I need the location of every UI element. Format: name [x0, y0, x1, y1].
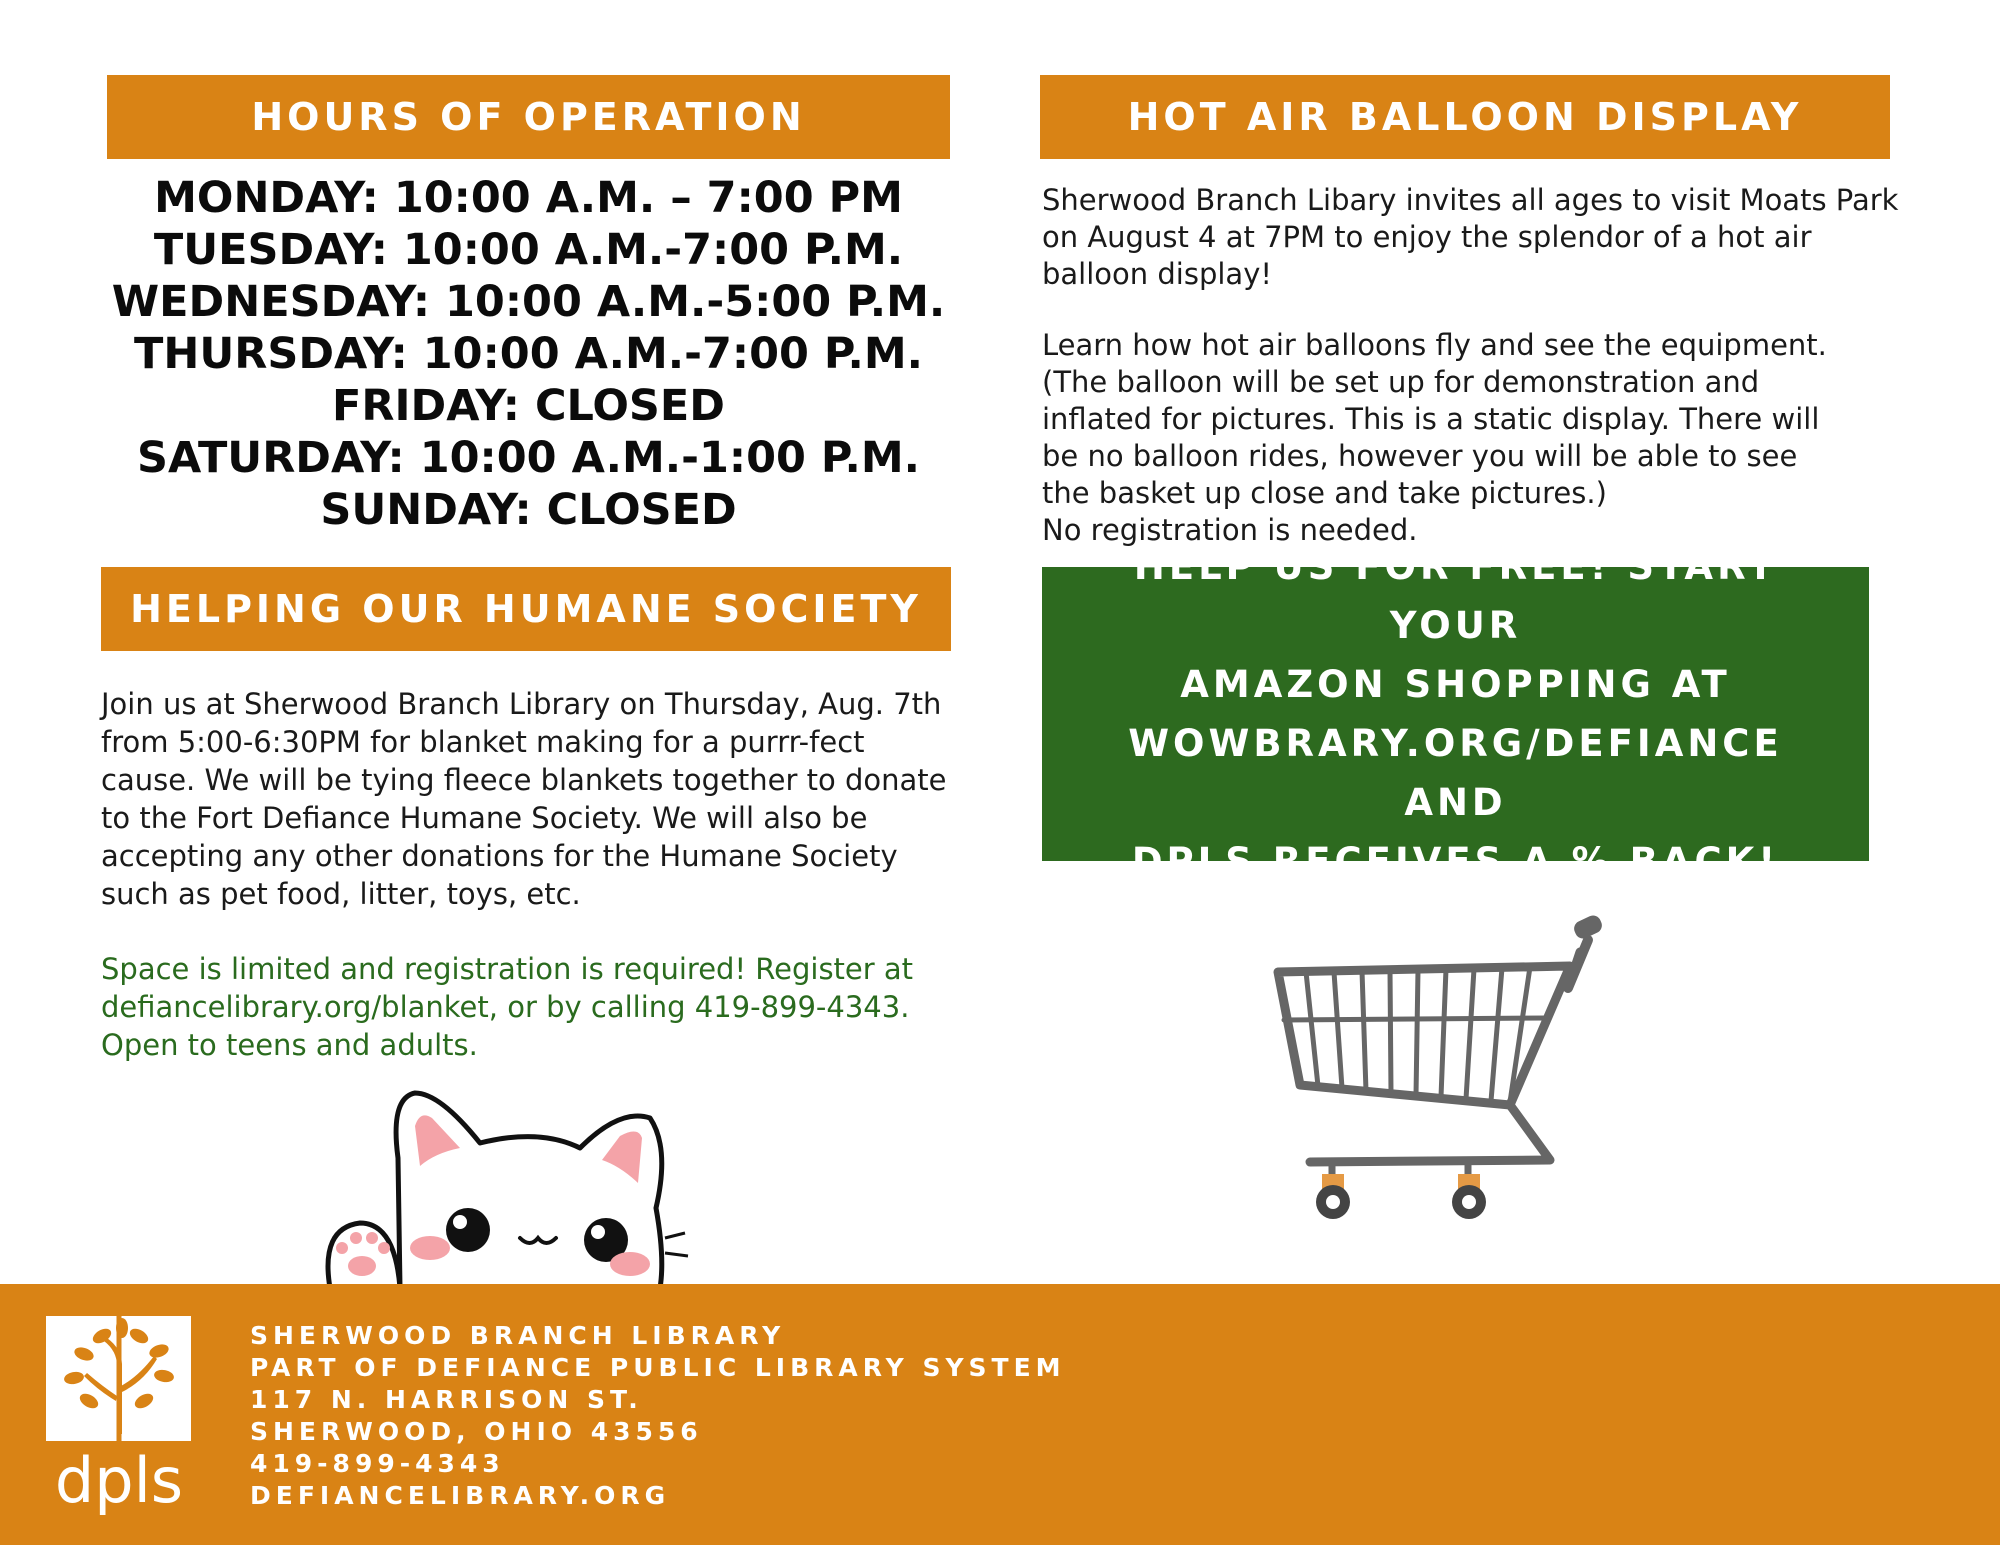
hours-monday: MONDAY: 10:00 A.M. – 7:00 PM	[154, 173, 903, 223]
balloon-details-line: No registration is needed.	[1042, 513, 1418, 547]
footer	[0, 1284, 2000, 1545]
waving-cat-illustration	[320, 1088, 720, 1288]
hours-banner	[107, 75, 950, 159]
promo-line: WOWBRARY.ORG/DEFIANCE AND	[1128, 722, 1783, 824]
dpls-tree-book-logo	[44, 1306, 194, 1516]
hours-friday: FRIDAY: CLOSED	[332, 381, 725, 431]
address-line: 117 N. HARRISON ST.	[250, 1385, 643, 1414]
library-address	[250, 1320, 1066, 1512]
humane-description: Join us at Sherwood Branch Library on Thursday, Aug. 7th from 5:00-6:30PM for blanket making for a purrr-fect cause. We will be tying fleece blankets together to donate to the Fort Defiance Humane Society. We will also be accepting any other donations for the Humane Society such as pet food, litter, toys, etc.	[101, 687, 947, 911]
balloon-details-line: (The balloon will be set up for demonstration and	[1042, 365, 1760, 399]
shopping-cart-icon	[1270, 880, 1650, 1230]
humane-banner	[101, 567, 951, 651]
humane-registration: Space is limited and registration is required! Register at defiancelibrary.org/blanket, or by calling 419-899-4343. Open to teens and adults.	[101, 952, 914, 1062]
hours-list	[107, 172, 950, 536]
balloon-details-line: the basket up close and take pictures.)	[1042, 476, 1607, 510]
amazon-promo-box	[1042, 545, 1869, 883]
hours-title: HOURS OF OPERATION	[251, 95, 806, 139]
balloon-details-line: Learn how hot air balloons fly and see the equipment.	[1042, 328, 1827, 362]
promo-line: DPLS RECEIVES A % BACK!	[1131, 840, 1780, 883]
balloon-details	[1042, 327, 1902, 549]
address-line: SHERWOOD, OHIO 43556	[250, 1417, 703, 1446]
promo-text	[1076, 537, 1836, 891]
hours-wednesday: WEDNESDAY: 10:00 A.M.-5:00 P.M.	[111, 277, 946, 327]
balloon-intro: Sherwood Branch Libary invites all ages to visit Moats Park on August 4 at 7PM to enjoy the splendor of a hot air balloon display!	[1042, 183, 1899, 291]
promo-line: HELP US FOR FREE! START YOUR	[1133, 545, 1778, 647]
balloon-details-line: be no balloon rides, however you will be able to see	[1042, 439, 1798, 473]
hours-sunday: SUNDAY: CLOSED	[320, 485, 737, 535]
address-phone: 419-899-4343	[250, 1449, 505, 1478]
logo-text: dpls	[54, 1444, 184, 1516]
address-line: SHERWOOD BRANCH LIBRARY	[250, 1321, 786, 1350]
balloon-title: HOT AIR BALLOON DISPLAY	[1127, 95, 1803, 139]
promo-line: AMAZON SHOPPING AT	[1180, 663, 1731, 706]
balloon-details-line: inflated for pictures. This is a static display. There will	[1042, 402, 1820, 436]
hours-thursday: THURSDAY: 10:00 A.M.-7:00 P.M.	[134, 329, 923, 379]
address-line: PART OF DEFIANCE PUBLIC LIBRARY SYSTEM	[250, 1353, 1066, 1382]
hours-tuesday: TUESDAY: 10:00 A.M.-7:00 P.M.	[153, 225, 904, 275]
hours-saturday: SATURDAY: 10:00 A.M.-1:00 P.M.	[137, 433, 920, 483]
balloon-banner	[1040, 75, 1890, 159]
address-website: DEFIANCELIBRARY.ORG	[250, 1481, 671, 1510]
humane-title: HELPING OUR HUMANE SOCIETY	[130, 587, 922, 631]
